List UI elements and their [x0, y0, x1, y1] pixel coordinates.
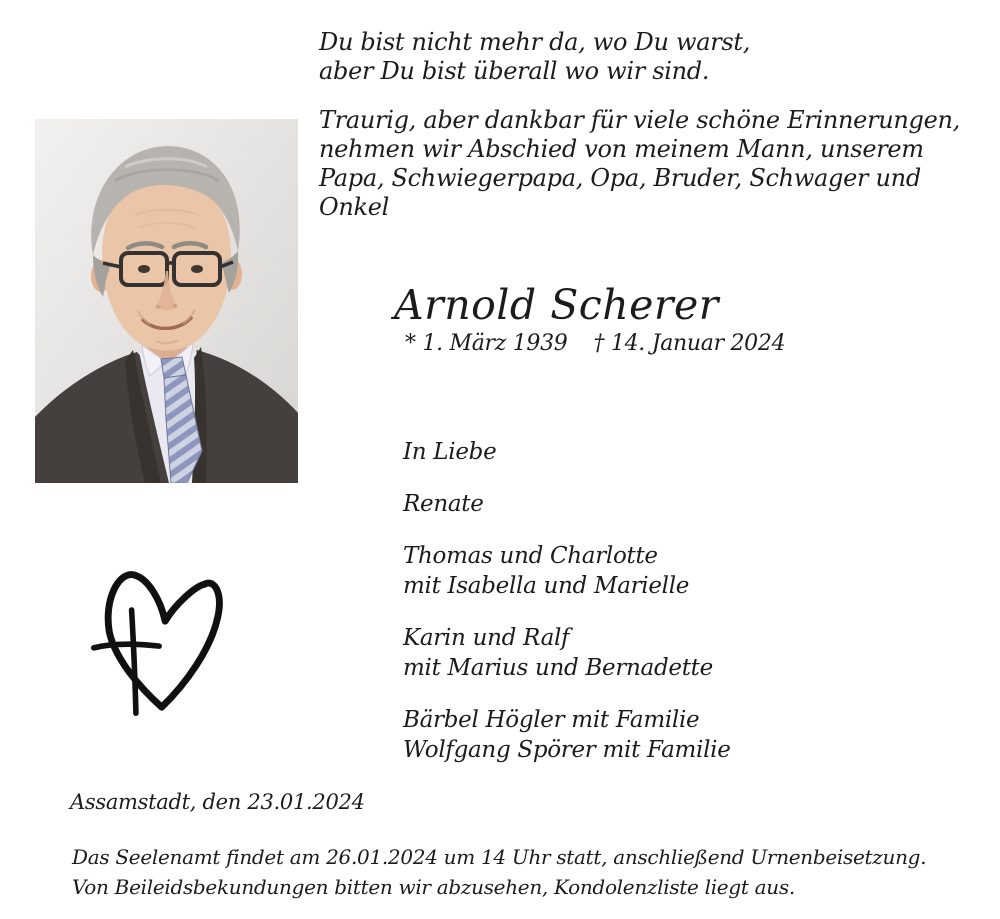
deceased-name: Arnold Scherer — [394, 281, 719, 329]
notice-line-2: Von Beileidsbekundungen bitten wir abzusehen, Kondolenzliste liegt aus. — [72, 875, 795, 899]
notice-line-1: Das Seelenamt findet am 26.01.2024 um 14 Uhr statt, anschließend Urnenbeisetzung. — [72, 845, 927, 869]
farewell-line-3: Papa, Schwiegerpapa, Opa, Bruder, Schwager und — [319, 164, 921, 192]
farewell-text — [319, 106, 960, 222]
portrait-photo — [35, 119, 298, 483]
mourners-salutation: In Liebe — [403, 439, 497, 465]
mourners-list — [403, 437, 731, 787]
birth-date: * 1. März 1939 — [405, 331, 568, 356]
farewell-line-1: Traurig, aber dankbar für viele schöne Erinnerungen, — [319, 106, 961, 134]
death-date: † 14. Januar 2024 — [593, 331, 786, 356]
service-notice — [72, 842, 926, 902]
portrait-illustration — [35, 119, 298, 483]
heart-cross-icon — [80, 551, 252, 743]
life-dates — [405, 331, 785, 356]
farewell-line-4: Onkel — [319, 193, 390, 221]
farewell-line-2: nehmen wir Abschied von meinem Mann, unserem — [319, 135, 924, 163]
place-dateline: Assamstadt, den 23.01.2024 — [70, 790, 365, 814]
mourner-group: Bärbel Högler mit Familie Wolfgang Spörer mit Familie — [403, 707, 731, 763]
opening-quote — [319, 28, 750, 86]
quote-line-2: aber Du bist überall wo wir sind. — [319, 57, 710, 85]
mourner-group: Karin und Ralf mit Marius und Bernadette — [403, 625, 713, 681]
mourner-group: Renate — [403, 491, 484, 517]
mourner-group: Thomas und Charlotte mit Isabella und Marielle — [403, 543, 690, 599]
quote-line-1: Du bist nicht mehr da, wo Du warst, — [319, 28, 751, 56]
